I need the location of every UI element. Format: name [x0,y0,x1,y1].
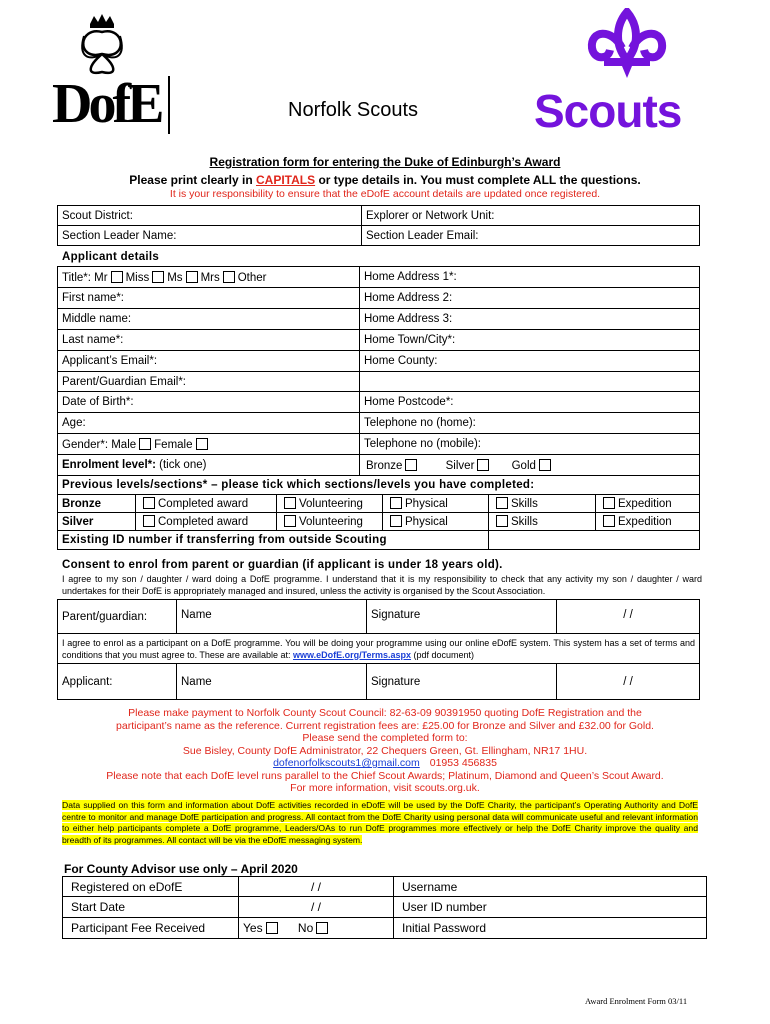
miss-checkbox[interactable] [152,271,164,283]
username-field[interactable]: Username [394,877,707,897]
parent-signature-field[interactable]: Signature [367,600,557,634]
home-address-2-field[interactable]: Home Address 2: [360,288,700,309]
gender-field[interactable]: Gender*: Male Female [58,434,360,455]
middle-name-field[interactable]: Middle name: [58,309,360,330]
female-checkbox[interactable] [196,438,208,450]
fee-received-options: Yes No [239,918,394,939]
start-date-field[interactable]: / / [239,897,394,918]
fee-received-label: Participant Fee Received [63,918,239,939]
mrs-checkbox[interactable] [223,271,235,283]
user-id-field[interactable]: User ID number [394,897,707,918]
home-address-1-field[interactable]: Home Address 1*: [360,267,700,288]
applicant-email-field[interactable]: Applicant’s Email*: [58,351,360,372]
silver-completed-checkbox[interactable] [143,515,155,527]
unit-field[interactable]: Explorer or Network Unit: [362,206,700,226]
scouts-logo-text: Scouts [534,85,682,137]
home-county-field[interactable]: Home County: [360,351,700,372]
silver-physical-checkbox[interactable] [390,515,402,527]
bronze-checkbox[interactable] [405,459,417,471]
fee-no-checkbox[interactable] [316,922,328,934]
applicant-heading: Applicant details [62,251,160,263]
applicant-label: Applicant: [58,664,177,700]
previous-level-bronze: Bronze [58,495,136,513]
responsibility-note: It is your responsibility to ensure that the eDofE account details are updated once registered. [169,188,601,200]
existing-id-field[interactable] [489,531,700,550]
home-postcode-field[interactable]: Home Postcode*: [360,392,700,413]
capitals-emphasis: CAPITALS [256,173,316,187]
bronze-skills-checkbox[interactable] [496,497,508,509]
applicant-table [57,266,700,476]
telephone-home-field[interactable]: Telephone no (home): [360,413,700,434]
contact-email-link[interactable]: dofenorfolkscouts1@gmail.com [273,757,420,769]
dob-field[interactable]: Date of Birth*: [58,392,360,413]
bronze-expedition-checkbox[interactable] [603,497,615,509]
last-name-field[interactable]: Last name*: [58,330,360,351]
previous-levels-heading: Previous levels/sections* – please tick which sections/levels you have completed: [58,476,700,495]
parent-email-field[interactable]: Parent/Guardian Email*: [58,372,360,392]
registered-date-field[interactable]: / / [239,877,394,897]
data-notice: Data supplied on this form and information about DofE activities recorded in eDofE will be used by the DofE Charity, the participant’s Operating Authority and DofE centre to monitor and manage DofE participation and progress. All contact from the DofE Charity using personal data will communicate useful and relevant information to either help participants complete a DofE programme, Leaders/OAs to run DofE programmes more effectively or help the DofE Charity improve the quality and breadth of its programmes. All contact will be via the eDofE messaging system. [62,800,698,846]
applicant-signature-field[interactable]: Signature [367,664,557,700]
contact-phone: 01953 456835 [429,757,497,769]
existing-id-label: Existing ID number if transferring from outside Scouting [58,531,489,550]
advisor-heading: For County Advisor use only – April 2020 [64,862,298,876]
first-name-field[interactable]: First name*: [58,288,360,309]
footer-form-id: Award Enrolment Form 03/11 [585,996,688,1006]
fleur-de-lis-icon [582,8,672,80]
form-title: Registration form for entering the Duke of Edinburgh’s Award [209,155,561,169]
fee-yes-checkbox[interactable] [266,922,278,934]
initial-password-field[interactable]: Initial Password [394,918,707,939]
title-field[interactable]: Title*: Mr Miss Ms Mrs Other [58,267,360,288]
advisor-table [62,876,707,939]
bronze-physical-checkbox[interactable] [390,497,402,509]
parent-date-field[interactable]: / / [557,600,700,634]
section-leader-name-field[interactable]: Section Leader Name: [58,226,362,246]
ms-checkbox[interactable] [186,271,198,283]
section-leader-email-field[interactable]: Section Leader Email: [362,226,700,246]
home-address-3-field[interactable]: Home Address 3: [360,309,700,330]
silver-expedition-checkbox[interactable] [603,515,615,527]
mr-checkbox[interactable] [111,271,123,283]
silver-checkbox[interactable] [477,459,489,471]
payment-info: Please make payment to Norfolk County Scout Council: 82-63-09 90391950 quoting DofE Registration and the participant’s name as the reference. Current registration fees are: £25.00 for Bronze and Silver and £32.00 for Gold. Please send the completed form to: Sue Bisley, County DofE Administrator, 22 Chequers Green, Gt. Ellingham, NR17 1HU. dofenorfolkscouts1@gmail.com 01953 456835 Please note that each DofE level runs parallel to the Chief Scout Awards; Platinum, Diamond and Queen’s Scout Award. For more information, visit scouts.org.uk. [106,707,664,794]
org-name: Norfolk Scouts [288,99,419,121]
dofe-logo-divider [168,76,170,134]
silver-skills-checkbox[interactable] [496,515,508,527]
applicant-name-field[interactable]: Name [177,664,367,700]
applicant-agreement-text: I agree to enrol as a participant on a DofE programme. You will be doing your programme using our online eDofE system. This system has a set of terms and conditions that you must agree to. These are available at: www.eDofE.org/Terms.aspx (pdf document) [58,634,700,664]
telephone-mobile-field[interactable]: Telephone no (mobile): [360,434,700,455]
registered-label: Registered on eDofE [63,877,239,897]
enrolment-level-options: Bronze Silver Gold [360,455,700,476]
scouts-logo [532,8,722,138]
gold-checkbox[interactable] [539,459,551,471]
terms-link[interactable]: www.eDofE.org/Terms.aspx [292,649,412,660]
parent-name-field[interactable]: Name [177,600,367,634]
unit-table [57,205,700,246]
consent-text: I agree to my son / daughter / ward doing a DofE programme. I understand that it is my responsibility to check that any activity my son / daughter / ward undertakes for their DofE is appropriately managed and insured, unless the activity is organised by the Scout Association. [62,574,702,596]
age-field[interactable]: Age: [58,413,360,434]
parent-guardian-label: Parent/guardian: [58,600,177,634]
male-checkbox[interactable] [139,438,151,450]
previous-levels-table: Previous levels/sections* – please tick which sections/levels you have completed: Bronze Completed award Volunteering Physical Skills Expedition Silver Completed award Volunteering Physical Skills Expedition Existing ID number if transferring from outside Scouting [57,475,700,550]
dofe-logo [48,6,178,136]
applicant-date-field[interactable]: / / [557,664,700,700]
enrolment-level-label: Enrolment level*: (tick one) [58,455,360,476]
empty-cell [360,372,700,392]
bronze-completed-checkbox[interactable] [143,497,155,509]
form-instructions: Please print clearly in CAPITALS or type details in. You must complete ALL the questions. [129,173,641,187]
bronze-volunteering-checkbox[interactable] [284,497,296,509]
dofe-logo-text: DofE [52,73,161,135]
home-town-field[interactable]: Home Town/City*: [360,330,700,351]
scout-district-field[interactable]: Scout District: [58,206,362,226]
silver-volunteering-checkbox[interactable] [284,515,296,527]
previous-level-silver: Silver [58,513,136,531]
start-date-label: Start Date [63,897,239,918]
consent-section-table [57,599,700,700]
consent-heading: Consent to enrol from parent or guardian (if applicant is under 18 years old). [62,559,503,571]
